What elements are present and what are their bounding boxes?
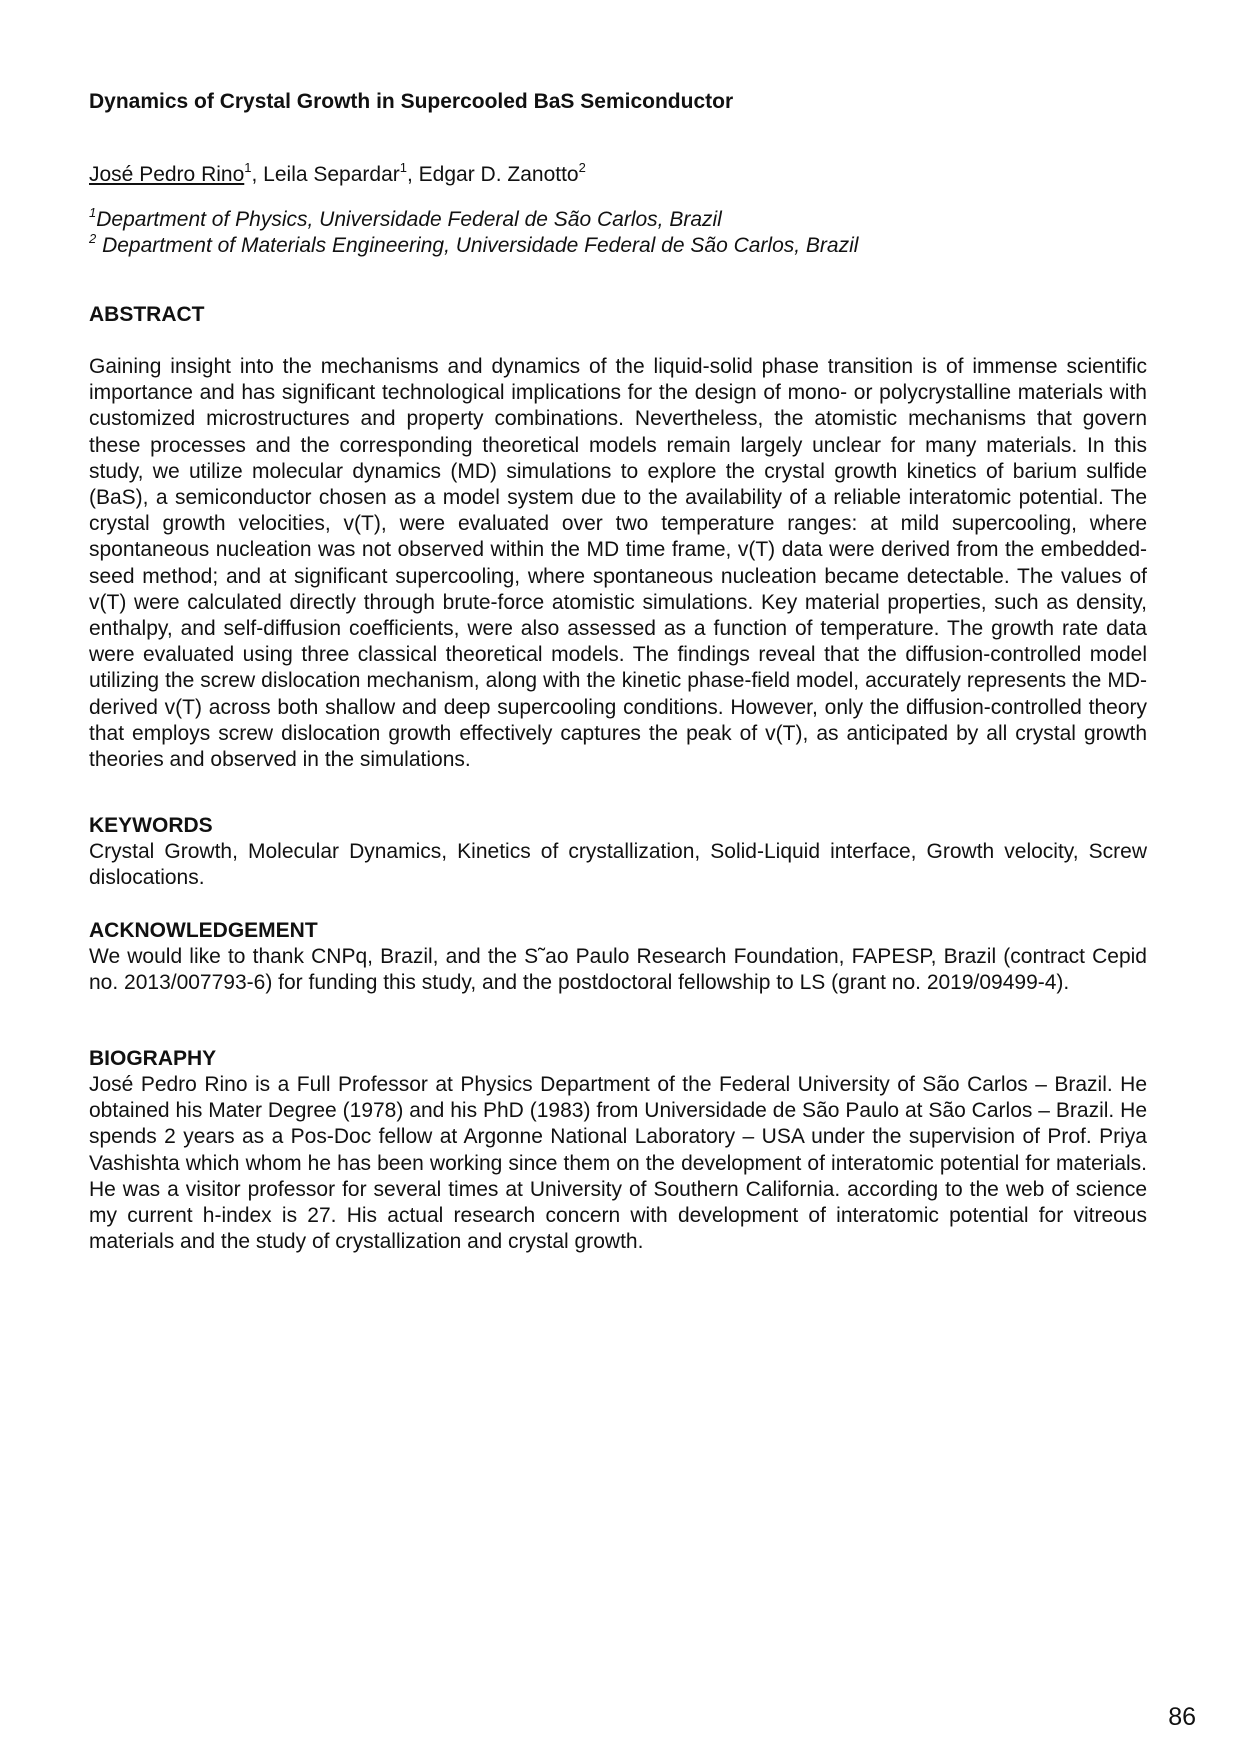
keywords-heading: KEYWORDS [89, 814, 213, 838]
keywords-text: Crystal Growth, Molecular Dynamics, Kinetics of crystallization, Solid-Liquid interface, Growth velocity, Screw dislocations. [89, 840, 1147, 890]
affiliation [89, 207, 1147, 233]
affiliation [89, 233, 1147, 259]
affiliation-text: Department of Materials Engineering, Universidade Federal de São Carlos, Brazil [96, 234, 859, 257]
author-name: José Pedro Rino [89, 163, 245, 186]
author-affiliation-mark: 1 [399, 160, 407, 175]
author-name: Edgar D. Zanotto [418, 163, 579, 186]
author-list [89, 161, 1147, 189]
author-name: Leila Separdar [263, 163, 400, 186]
author-separator: , [251, 163, 264, 186]
paper-title: Dynamics of Crystal Growth in Supercooled BaS Semiconductor [89, 90, 734, 113]
acknowledgement-text: We would like to thank CNPq, Brazil, and the S˜ao Paulo Research Foundation, FAPESP, Brazil (contract Cepid no. 2013/007793-6) for funding this study, and the postdoctoral fellowship to LS (grant no. 2019/09499-4). [89, 944, 1147, 994]
biography-text: José Pedro Rino is a Full Professor at Physics Department of the Federal University of São Carlos – Brazil. He obtained his Mater Degree (1978) and his PhD (1983) from Universidade de São Paulo at São Carlos – Brazil. He spends 2 years as a Pos-Doc fellow at Argonne National Laboratory – USA under the supervision of Prof. Priya Vashishta which whom he has been working since them on the development of interatomic potential for materials. He was a visitor professor for several times at University of Southern California. according to the web of science my current h-index is 27. His actual research concern with development of interatomic potential for vitreous materials and the study of crystallization and crystal growth. [89, 1073, 1147, 1254]
affiliation-list [89, 207, 1147, 259]
author-affiliation-mark: 1 [244, 160, 252, 175]
affiliation-text: Department of Physics, Universidade Federal de São Carlos, Brazil [96, 208, 722, 231]
acknowledgement-heading: ACKNOWLEDGEMENT [89, 918, 318, 942]
biography-heading: BIOGRAPHY [89, 1047, 217, 1071]
affiliation-mark: 2 [89, 231, 97, 246]
abstract-heading: ABSTRACT [89, 303, 205, 326]
abstract-text: Gaining insight into the mechanisms and dynamics of the liquid-solid phase transition is of immense scientific importance and has significant technological implications for the design of mono- or polycrystalline materials with customized microstructures and property combinations. Nevertheless, the atomistic mechanisms that govern these processes and the corresponding theoretical models remain largely unclear for many materials. In this study, we utilize molecular dynamics (MD) simulations to explore the crystal growth kinetics of barium sulfide (BaS), a semiconductor chosen as a model system due to the availability of a reliable interatomic potential. The crystal growth velocities, v(T), were evaluated over two temperature ranges: at mild supercooling, where spontaneous nucleation was not observed within the MD time frame, v(T) data were derived from the embedded-seed method; and at significant supercooling, where spontaneous nucleation became detectable. The values of v(T) were calculated directly through brute-force atomistic simulations. Key material properties, such as density, enthalpy, and self-diffusion coefficients, were also assessed as a function of temperature. The growth rate data were evaluated using three classical theoretical models. The findings reveal that the diffusion-controlled model utilizing the screw dislocation mechanism, along with the kinetic phase-field model, accurately represents the MD-derived v(T) across both shallow and deep supercooling conditions. However, only the diffusion-controlled theory that employs screw dislocation growth effectively captures the peak of v(T), as anticipated by all crystal growth theories and observed in the simulations. [89, 355, 1147, 772]
abstract-page [89, 88, 1147, 1255]
affiliation-mark: 1 [89, 205, 97, 220]
author-affiliation-mark: 2 [578, 160, 586, 175]
author-separator: , [407, 163, 419, 186]
page-number: 86 [1168, 1703, 1196, 1731]
